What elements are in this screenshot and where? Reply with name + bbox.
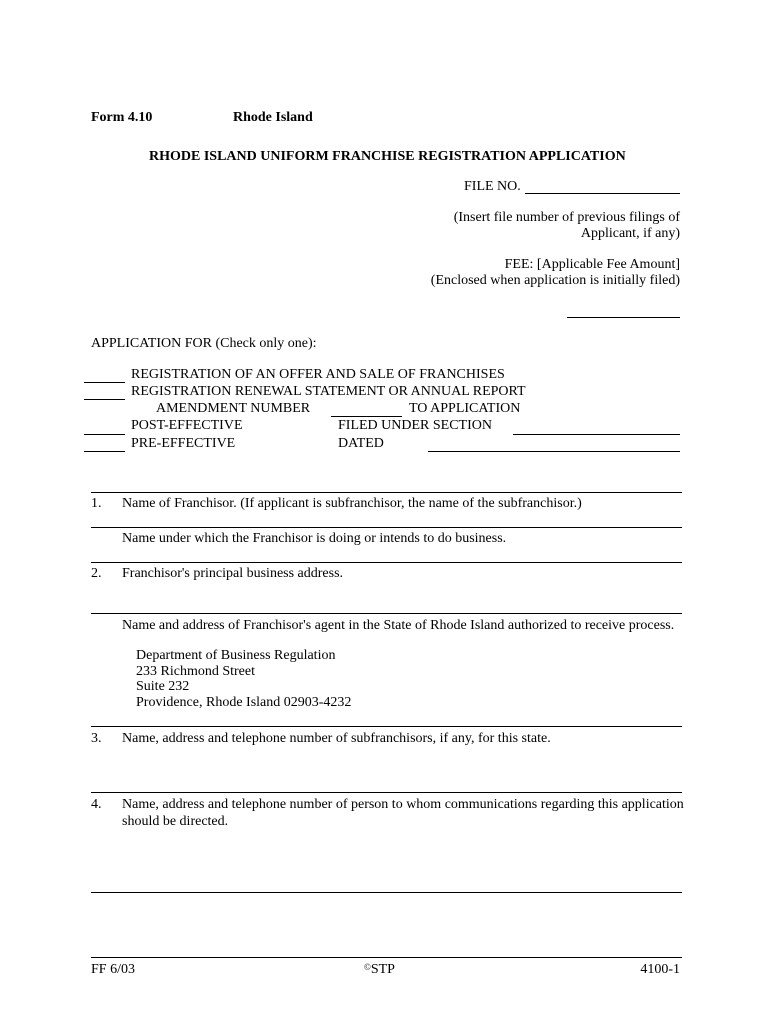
dated-field[interactable] [428,437,680,452]
divider-line [91,892,682,893]
dated-label: DATED [338,436,384,451]
option-offer: REGISTRATION OF AN OFFER AND SALE OF FRANCHISES [131,367,505,382]
state-name: Rhode Island [233,110,313,125]
divider-line [91,527,682,528]
fee-line: FEE: [Applicable Fee Amount] [504,257,680,272]
footer-center-text: STP [370,962,395,977]
fee-note: (Enclosed when application is initially filed) [430,273,680,288]
item2-number: 2. [91,566,102,581]
offer-check-field[interactable] [84,368,125,383]
to-application-label: TO APPLICATION [409,401,521,416]
option-post-effective: POST-EFFECTIVE [131,418,243,433]
file-no-label: FILE NO. [464,179,521,194]
item3-number: 3. [91,731,102,746]
footer-left: FF 6/03 [91,962,135,977]
footer-right: 4100-1 [640,962,680,977]
form-number: Form 4.10 [91,110,153,125]
insert-note-line1: (Insert file number of previous filings of [453,210,680,225]
divider-line [91,726,682,727]
item3-label: Name, address and telephone number of subfranchisors, if any, for this state. [122,731,551,746]
renewal-check-field[interactable] [84,385,125,400]
filed-under-section-field[interactable] [513,420,680,435]
file-no-field[interactable] [525,179,680,194]
item4-number: 4. [91,797,102,812]
agent-address-line4: Providence, Rhode Island 02903-4232 [136,695,352,710]
divider-line [91,792,682,793]
filed-under-section-label: FILED UNDER SECTION [338,418,492,433]
option-pre-effective: PRE-EFFECTIVE [131,436,236,451]
divider-line [91,492,682,493]
item2-label: Franchisor's principal business address. [122,566,344,581]
pre-effective-check-field[interactable] [84,437,125,452]
agent-address-line3: Suite 232 [136,679,190,694]
item4-label-line1: Name, address and telephone number of person to whom communications regarding this application [122,797,684,812]
footer-center [364,962,395,978]
agent-address-line1: Department of Business Regulation [136,648,336,663]
post-effective-check-field[interactable] [84,420,125,435]
amendment-number-field[interactable] [331,402,402,417]
form-title: RHODE ISLAND UNIFORM FRANCHISE REGISTRATION APPLICATION [149,149,626,164]
item2b-label: Name and address of Franchisor's agent in the State of Rhode Island authorized to receive process. [122,618,675,633]
copyright-symbol: © [364,962,371,972]
item1-number: 1. [91,496,102,511]
footer-divider [91,957,682,958]
divider-line [91,613,682,614]
item1b-label: Name under which the Franchisor is doing or intends to do business. [122,531,507,546]
application-for-label: APPLICATION FOR (Check only one): [91,336,317,351]
amendment-number-label: AMENDMENT NUMBER [156,401,311,416]
option-renewal: REGISTRATION RENEWAL STATEMENT OR ANNUAL REPORT [131,384,526,399]
fee-amount-field[interactable] [567,303,680,318]
item4-label-line2: should be directed. [122,814,229,829]
insert-note-line2: Applicant, if any) [580,226,680,241]
item1-label: Name of Franchisor. (If applicant is subfranchisor, the name of the subfranchisor.) [122,496,582,511]
agent-address-line2: 233 Richmond Street [136,664,255,679]
divider-line [91,562,682,563]
